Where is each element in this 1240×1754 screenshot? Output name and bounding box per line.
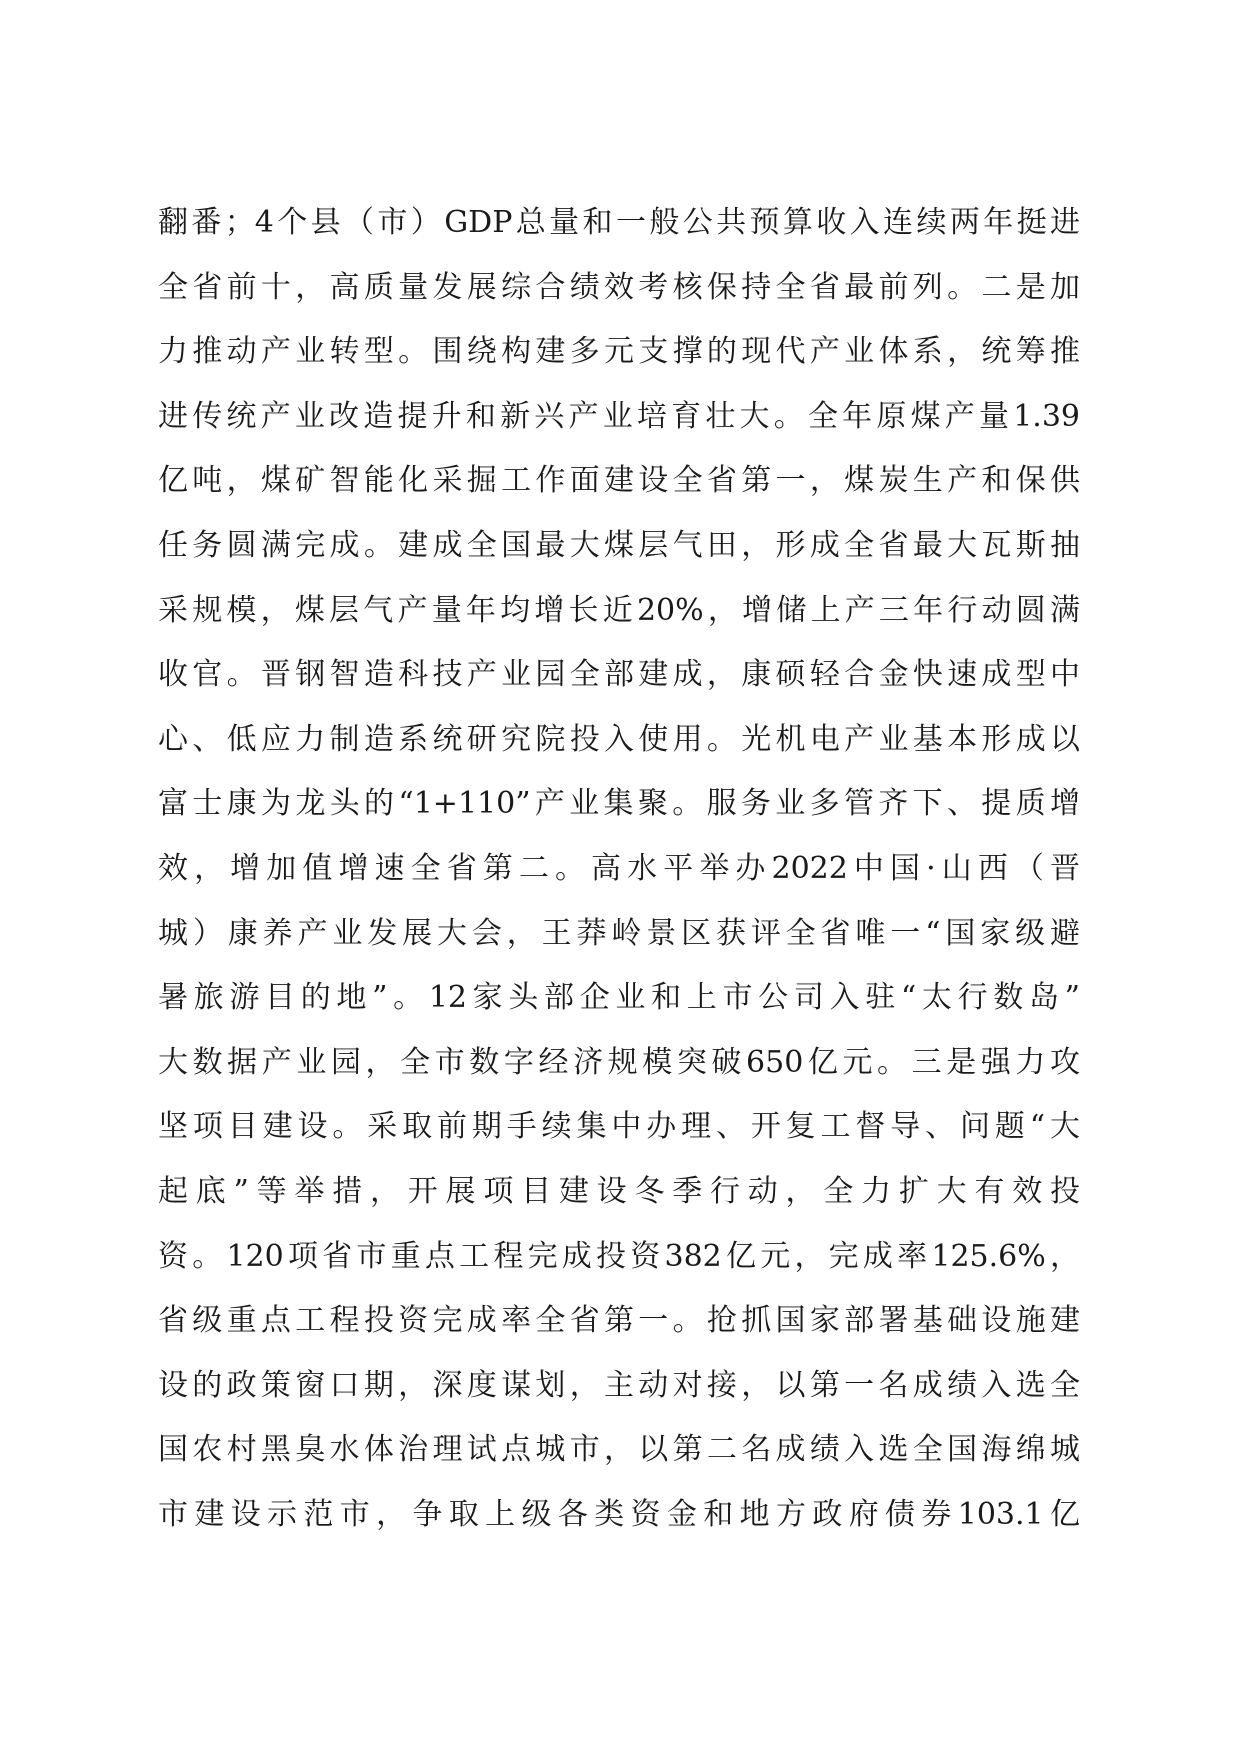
text-line: 国农村黑臭水体治理试点城市，以第二名成绩入选全国海绵城 (158, 1432, 1080, 1468)
text-line: 亿吨，煤矿智能化采掘工作面建设全省第一，煤炭生产和保供 (158, 463, 1080, 499)
text-line: 资。120项省市重点工程完成投资382亿元，完成率125.6%， (158, 1238, 1080, 1274)
text-line: 大数据产业园，全市数字经济规模突破650亿元。三是强力攻 (158, 1044, 1080, 1080)
text-line: 翻番；4个县（市）GDP总量和一般公共预算收入连续两年挺进 (158, 205, 1080, 240)
text-line: 力推动产业转型。围绕构建多元支撑的现代产业体系，统筹推 (158, 334, 1080, 370)
text-line: 进传统产业改造提升和新兴产业培育壮大。全年原煤产量1.39 (158, 398, 1080, 434)
body-text (158, 191, 1080, 1547)
text-line: 起底”等举措，开展项目建设冬季行动，全力扩大有效投 (158, 1173, 1080, 1209)
text-line: 采规模，煤层气产量年均增长近20%，增储上产三年行动圆满 (158, 592, 1080, 628)
text-line: 设的政策窗口期，深度谋划，主动对接，以第一名成绩入选全 (158, 1367, 1080, 1403)
text-line: 市建设示范市，争取上级各类资金和地方政府债券103.1亿 (158, 1496, 1080, 1532)
text-line: 全省前十，高质量发展综合绩效考核保持全省最前列。二是加 (158, 269, 1080, 305)
text-line: 任务圆满完成。建成全国最大煤层气田，形成全省最大瓦斯抽 (158, 527, 1080, 563)
text-line: 暑旅游目的地”。12家头部企业和上市公司入驻“太行数岛” (158, 980, 1080, 1016)
text-line: 坚项目建设。采取前期手续集中办理、开复工督导、问题“大 (158, 1109, 1080, 1145)
text-line: 城）康养产业发展大会，王莽岭景区获评全省唯一“国家级避 (158, 915, 1080, 951)
text-line: 心、低应力制造系统研究院投入使用。光机电产业基本形成以 (158, 721, 1080, 757)
text-line: 效，增加值增速全省第二。高水平举办2022中国·山西（晋 (158, 850, 1080, 886)
text-line: 富士康为龙头的“1+110”产业集聚。服务业多管齐下、提质增 (158, 786, 1080, 822)
text-line: 收官。晋钢智造科技产业园全部建成，康硕轻合金快速成型中 (158, 657, 1080, 693)
text-line: 省级重点工程投资完成率全省第一。抢抓国家部署基础设施建 (158, 1303, 1080, 1339)
